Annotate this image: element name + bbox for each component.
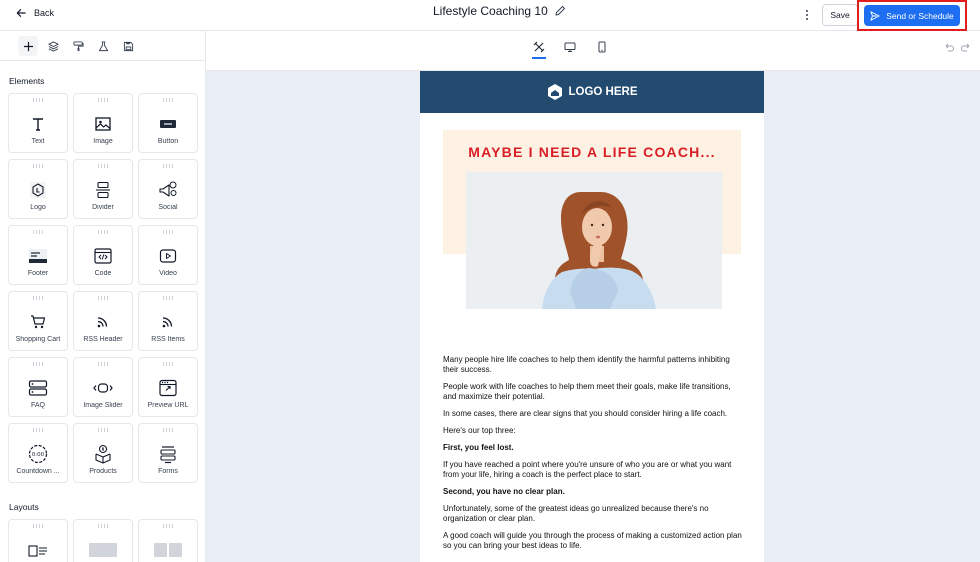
arrow-left-icon — [16, 8, 26, 18]
drag-handle-icon — [32, 362, 44, 366]
drag-handle-icon — [32, 428, 44, 432]
logo-icon — [27, 179, 49, 201]
paint-roller-icon[interactable] — [68, 36, 88, 56]
element-label: Image — [93, 138, 113, 145]
save-disk-icon[interactable] — [118, 36, 138, 56]
drag-handle-icon — [97, 524, 109, 528]
element-label: Code — [94, 270, 112, 277]
element-label: Countdown ... — [16, 468, 60, 475]
back-label: Back — [34, 8, 55, 18]
preview-url-icon — [157, 377, 179, 399]
element-forms[interactable] — [138, 423, 198, 483]
element-image[interactable] — [73, 93, 133, 153]
undo-icon[interactable] — [943, 41, 955, 53]
element-button[interactable] — [138, 93, 198, 153]
drag-handle-icon — [32, 524, 44, 528]
element-label: Button — [157, 138, 179, 145]
back-button[interactable] — [16, 8, 54, 18]
send-label: Send or Schedule — [886, 10, 954, 21]
element-label: Text — [31, 138, 45, 145]
body-paragraph: Here's our top three: — [443, 426, 516, 435]
send-highlight-box — [857, 0, 967, 31]
layouts-heading: Layouts — [9, 502, 39, 512]
drag-handle-icon — [97, 230, 109, 234]
logo-text: LOGO HERE — [568, 86, 638, 98]
forms-icon — [157, 443, 179, 465]
drag-handle-icon — [32, 98, 44, 102]
body-paragraph: Many people hire life coaches to help them identify the harmful patterns inhibiting their success. — [443, 355, 730, 374]
element-label: FAQ — [30, 402, 45, 409]
layout-image-text-icon — [27, 540, 49, 562]
send-icon — [870, 11, 880, 21]
element-rss-header[interactable] — [73, 291, 133, 351]
element-faq[interactable] — [8, 357, 68, 417]
products-icon — [92, 443, 114, 465]
element-label: Footer — [27, 270, 49, 277]
redo-icon[interactable] — [960, 41, 972, 53]
drag-handle-icon — [97, 98, 109, 102]
email-preview[interactable] — [420, 71, 764, 562]
canvas-toolbar — [206, 31, 980, 71]
rss-icon — [92, 311, 114, 333]
customize-icon[interactable] — [531, 39, 547, 55]
element-video[interactable] — [138, 225, 198, 285]
element-label: Social — [158, 204, 178, 211]
element-rss-items[interactable] — [138, 291, 198, 351]
element-label: Logo — [30, 204, 46, 211]
layout-two-column-icon — [154, 539, 182, 561]
cart-icon — [27, 311, 49, 333]
elements-sidebar — [0, 31, 206, 562]
layers-icon[interactable] — [43, 36, 63, 56]
drag-handle-icon — [97, 164, 109, 168]
drag-handle-icon — [32, 296, 44, 300]
footer-icon — [27, 245, 49, 267]
image-icon — [92, 113, 114, 135]
element-text[interactable] — [8, 93, 68, 153]
video-icon — [157, 245, 179, 267]
hero-title: MAYBE I NEED A LIFE COACH... — [468, 144, 716, 160]
email-canvas — [206, 71, 980, 562]
element-label: Preview URL — [147, 402, 189, 409]
faq-icon — [27, 377, 49, 399]
drag-handle-icon — [97, 362, 109, 366]
more-options-icon[interactable] — [801, 8, 813, 22]
body-paragraph: Unfortunately, some of the greatest ideas go unrealized because there's no organization or clear plan. — [443, 504, 709, 523]
add-icon[interactable] — [18, 36, 38, 56]
drag-handle-icon — [32, 164, 44, 168]
save-button[interactable]: Save — [822, 4, 858, 26]
layout-two-column[interactable] — [138, 519, 198, 562]
button-icon — [157, 113, 179, 135]
logo-hexagon-icon — [546, 83, 564, 101]
element-label: Divider — [92, 204, 114, 211]
drag-handle-icon — [162, 362, 174, 366]
element-logo[interactable] — [8, 159, 68, 219]
element-products[interactable] — [73, 423, 133, 483]
element-label: Products — [89, 468, 117, 475]
flask-icon[interactable] — [93, 36, 113, 56]
campaign-title[interactable] — [433, 4, 566, 18]
text-icon — [27, 113, 49, 135]
pencil-icon[interactable] — [554, 5, 566, 17]
email-header[interactable] — [420, 71, 764, 113]
body-paragraph: A good coach will guide you through the process of making a customized action plan so you can bring your best ideas to life. — [443, 531, 742, 550]
element-preview-url[interactable] — [138, 357, 198, 417]
layout-single-column[interactable] — [73, 519, 133, 562]
drag-handle-icon — [162, 428, 174, 432]
element-divider[interactable] — [73, 159, 133, 219]
drag-handle-icon — [162, 164, 174, 168]
drag-handle-icon — [162, 98, 174, 102]
layout-single-column-icon — [89, 539, 117, 561]
element-label: Image Slider — [83, 402, 123, 409]
element-label: Forms — [158, 468, 178, 475]
drag-handle-icon — [162, 230, 174, 234]
email-body[interactable] — [443, 355, 743, 558]
svg-text:0:00: 0:00 — [31, 452, 45, 458]
drag-handle-icon — [162, 296, 174, 300]
element-code[interactable] — [73, 225, 133, 285]
social-icon — [157, 179, 179, 201]
rss-icon — [157, 311, 179, 333]
element-countdown[interactable] — [8, 423, 68, 483]
body-paragraph: In some cases, there are clear signs that you should consider hiring a life coach. — [443, 409, 728, 418]
body-paragraph: People work with life coaches to help them meet their goals, make life transitions, and maximize their potential. — [443, 382, 731, 401]
element-label: Video — [159, 270, 177, 277]
thinking-woman-image — [466, 172, 722, 309]
elements-heading: Elements — [9, 76, 45, 86]
drag-handle-icon — [32, 230, 44, 234]
drag-handle-icon — [162, 524, 174, 528]
element-label: RSS Header — [83, 336, 123, 343]
element-label: Shopping Cart — [15, 336, 61, 343]
campaign-title-text: Lifestyle Coaching 10 — [433, 4, 548, 18]
element-shopping-cart[interactable] — [8, 291, 68, 351]
top-bar — [0, 0, 980, 31]
body-paragraph: If you have reached a point where you're unsure of who you are or what you want from your life, hiring a coach is the perfect place to start. — [443, 460, 732, 479]
countdown-icon — [27, 443, 49, 465]
hero-photo[interactable] — [466, 172, 722, 309]
divider-icon — [92, 179, 114, 201]
element-social[interactable] — [138, 159, 198, 219]
desktop-icon[interactable] — [562, 39, 578, 55]
send-or-schedule-button[interactable] — [864, 5, 960, 26]
slider-icon — [92, 377, 114, 399]
layout-image-text[interactable] — [8, 519, 68, 562]
code-icon — [92, 245, 114, 267]
drag-handle-icon — [97, 296, 109, 300]
element-footer[interactable] — [8, 225, 68, 285]
element-image-slider[interactable] — [73, 357, 133, 417]
element-label: RSS Items — [151, 336, 185, 343]
drag-handle-icon — [97, 428, 109, 432]
mobile-icon[interactable] — [594, 39, 610, 55]
body-subheading: Second, you have no clear plan. — [443, 487, 565, 496]
body-subheading: First, you feel lost. — [443, 443, 514, 452]
sidebar-toolbar — [0, 31, 205, 61]
